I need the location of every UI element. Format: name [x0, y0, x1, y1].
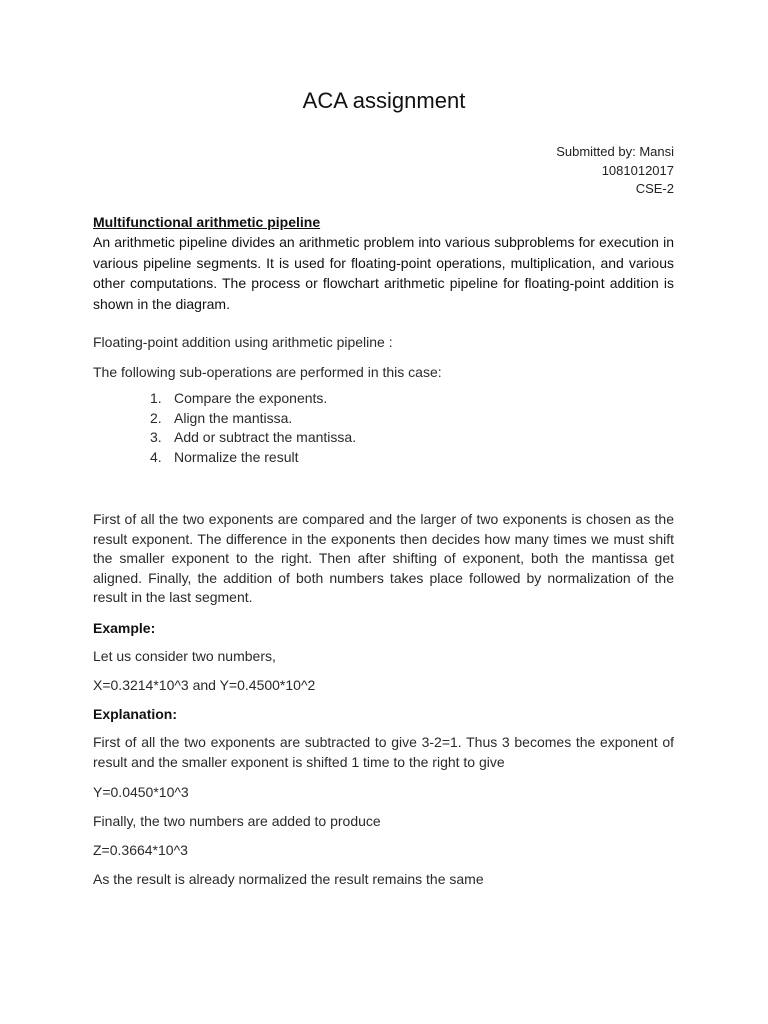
description-paragraph: First of all the two exponents are compared and the larger of two exponents is chosen as the result exponent. The difference in the exponents then decides how many times we must shift the smaller exponent to the right. Then after shifting of exponent, both the mantissa get aligned. Finally, the addition of both numbers takes place followed by normalization of the result in the last segment. — [93, 511, 674, 605]
list-item: 3. Add or subtract the mantissa. — [150, 429, 357, 445]
class-section: CSE-2 — [635, 181, 674, 196]
fp-addition-line: Floating-point addition using arithmetic pipeline : — [93, 334, 393, 350]
intro-paragraph: An arithmetic pipeline divides an arithmetic problem into various subproblems for execution in various pipeline segments. It is used for floating-point operations, multiplication, and various other computations. The process or flowchart arithmetic pipeline for floating-point addition is shown in the diagram. — [93, 234, 674, 312]
roll-number: 1081012017 — [601, 162, 674, 178]
example-intro: Let us consider two numbers, — [93, 648, 276, 664]
submission-info — [556, 143, 674, 199]
list-item: 1. Compare the exponents. — [150, 390, 328, 406]
sub-operations-list — [150, 389, 356, 467]
conclusion-line: As the result is already normalized the result remains the same — [93, 871, 484, 887]
sub-operations-intro: The following sub-operations are performed in this case: — [93, 364, 442, 380]
submitted-by: Submitted by: Mansi — [556, 144, 674, 159]
example-heading: Example: — [93, 620, 156, 636]
section-heading: Multifunctional arithmetic pipeline — [93, 214, 321, 230]
document-title: ACA assignment — [302, 88, 466, 113]
result-z-value: Z=0.3664*10^3 — [93, 842, 188, 858]
list-item: 4. Normalize the result — [150, 448, 299, 465]
example-values: X=0.3214*10^3 and Y=0.4500*10^2 — [93, 677, 316, 693]
addition-line: Finally, the two numbers are added to produce — [93, 813, 381, 829]
shifted-y-value: Y=0.0450*10^3 — [93, 784, 189, 800]
explanation-paragraph: First of all the two exponents are subtracted to give 3-2=1. Thus 3 becomes the exponent of result and the smaller exponent is shifted 1 time to the right to give — [93, 734, 674, 770]
list-item: 2. Align the mantissa. — [150, 409, 293, 426]
explanation-heading: Explanation: — [93, 706, 178, 722]
